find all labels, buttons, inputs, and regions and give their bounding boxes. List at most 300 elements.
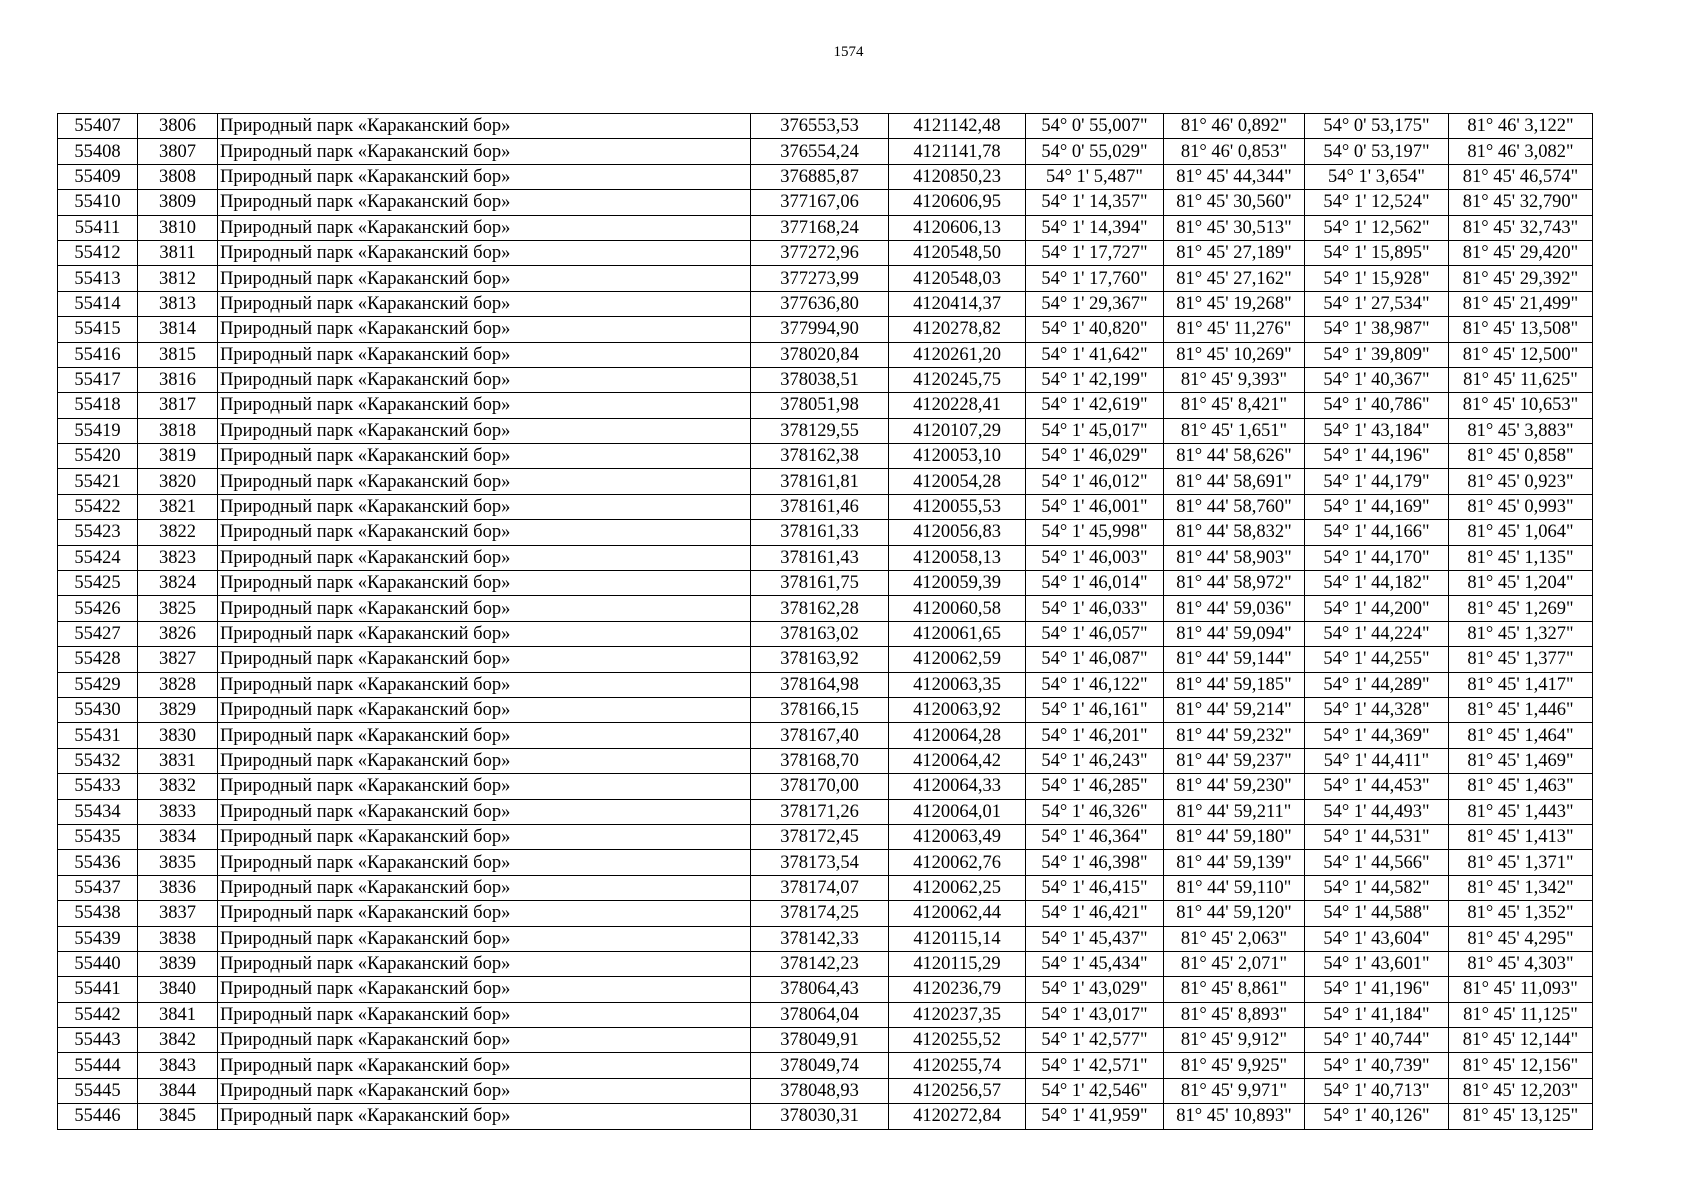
cell-latitude-2: 54° 1' 39,809": [1305, 342, 1449, 367]
cell-longitude-2: 81° 45' 1,327": [1449, 621, 1593, 646]
cell-row-number: 55424: [58, 545, 138, 570]
cell-coord-y: 4120062,76: [889, 850, 1026, 875]
cell-latitude-2: 54° 1' 12,562": [1305, 215, 1449, 240]
cell-latitude-2: 54° 1' 43,184": [1305, 418, 1449, 443]
cell-object-name: Природный парк «Караканский бор»: [218, 901, 751, 926]
cell-coord-y: 4120064,33: [889, 774, 1026, 799]
cell-latitude-2: 54° 1' 44,179": [1305, 469, 1449, 494]
cell-object-name: Природный парк «Караканский бор»: [218, 1028, 751, 1053]
cell-longitude-2: 81° 45' 13,125": [1449, 1104, 1593, 1129]
cell-coord-x: 378161,75: [751, 571, 889, 596]
cell-coord-x: 378167,40: [751, 723, 889, 748]
cell-coord-x: 378020,84: [751, 342, 889, 367]
cell-point-number: 3836: [138, 875, 218, 900]
cell-row-number: 55407: [58, 114, 138, 139]
table-row: [58, 647, 1593, 672]
cell-latitude-2: 54° 1' 41,196": [1305, 977, 1449, 1002]
cell-object-name: Природный парк «Караканский бор»: [218, 1002, 751, 1027]
cell-object-name: Природный парк «Караканский бор»: [218, 875, 751, 900]
page-number: 1574: [833, 44, 864, 60]
cell-longitude-1: 81° 45' 9,912": [1164, 1028, 1305, 1053]
cell-coord-y: 4120256,57: [889, 1078, 1026, 1103]
cell-coord-y: 4120063,49: [889, 824, 1026, 849]
cell-longitude-2: 81° 45' 1,352": [1449, 901, 1593, 926]
table-row: [58, 494, 1593, 519]
cell-longitude-1: 81° 44' 59,180": [1164, 824, 1305, 849]
cell-latitude-2: 54° 1' 40,739": [1305, 1053, 1449, 1078]
cell-object-name: Природный парк «Караканский бор»: [218, 647, 751, 672]
cell-latitude-2: 54° 1' 44,493": [1305, 799, 1449, 824]
cell-coord-y: 4120064,01: [889, 799, 1026, 824]
cell-longitude-2: 81° 45' 1,463": [1449, 774, 1593, 799]
cell-latitude-2: 54° 1' 44,369": [1305, 723, 1449, 748]
cell-row-number: 55425: [58, 571, 138, 596]
cell-row-number: 55412: [58, 240, 138, 265]
cell-longitude-1: 81° 44' 58,760": [1164, 494, 1305, 519]
cell-coord-x: 377272,96: [751, 240, 889, 265]
cell-coord-x: 378038,51: [751, 367, 889, 392]
table-row: [58, 596, 1593, 621]
cell-latitude-1: 54° 1' 14,357": [1026, 190, 1164, 215]
table-row: [58, 951, 1593, 976]
cell-longitude-2: 81° 46' 3,122": [1449, 114, 1593, 139]
cell-row-number: 55417: [58, 367, 138, 392]
cell-latitude-1: 54° 1' 42,546": [1026, 1078, 1164, 1103]
cell-longitude-1: 81° 44' 59,110": [1164, 875, 1305, 900]
cell-point-number: 3819: [138, 444, 218, 469]
cell-coord-y: 4120236,79: [889, 977, 1026, 1002]
cell-latitude-1: 54° 1' 46,012": [1026, 469, 1164, 494]
cell-point-number: 3813: [138, 291, 218, 316]
cell-coord-y: 4120850,23: [889, 164, 1026, 189]
cell-coord-x: 378142,23: [751, 951, 889, 976]
cell-longitude-1: 81° 45' 10,893": [1164, 1104, 1305, 1129]
cell-latitude-2: 54° 1' 12,524": [1305, 190, 1449, 215]
cell-longitude-2: 81° 45' 1,064": [1449, 520, 1593, 545]
cell-point-number: 3838: [138, 926, 218, 951]
cell-point-number: 3845: [138, 1104, 218, 1129]
cell-row-number: 55423: [58, 520, 138, 545]
cell-object-name: Природный парк «Караканский бор»: [218, 291, 751, 316]
cell-row-number: 55440: [58, 951, 138, 976]
cell-object-name: Природный парк «Караканский бор»: [218, 317, 751, 342]
cell-coord-x: 378161,46: [751, 494, 889, 519]
cell-longitude-1: 81° 45' 11,276": [1164, 317, 1305, 342]
table-row: [58, 317, 1593, 342]
cell-latitude-1: 54° 1' 46,122": [1026, 672, 1164, 697]
cell-point-number: 3810: [138, 215, 218, 240]
cell-latitude-1: 54° 1' 42,619": [1026, 393, 1164, 418]
cell-latitude-2: 54° 1' 44,255": [1305, 647, 1449, 672]
cell-latitude-1: 54° 1' 46,033": [1026, 596, 1164, 621]
table-row: [58, 672, 1593, 697]
cell-latitude-1: 54° 1' 42,577": [1026, 1028, 1164, 1053]
cell-row-number: 55439: [58, 926, 138, 951]
table-row: [58, 418, 1593, 443]
cell-point-number: 3820: [138, 469, 218, 494]
cell-latitude-1: 54° 1' 17,727": [1026, 240, 1164, 265]
cell-longitude-1: 81° 45' 9,393": [1164, 367, 1305, 392]
cell-longitude-2: 81° 45' 10,653": [1449, 393, 1593, 418]
cell-coord-x: 378162,38: [751, 444, 889, 469]
cell-longitude-1: 81° 44' 59,144": [1164, 647, 1305, 672]
cell-latitude-2: 54° 1' 44,582": [1305, 875, 1449, 900]
cell-longitude-1: 81° 44' 58,972": [1164, 571, 1305, 596]
cell-row-number: 55438: [58, 901, 138, 926]
cell-coord-y: 4120064,42: [889, 748, 1026, 773]
cell-latitude-1: 54° 1' 46,285": [1026, 774, 1164, 799]
table-row: [58, 571, 1593, 596]
cell-row-number: 55411: [58, 215, 138, 240]
cell-latitude-2: 54° 1' 40,126": [1305, 1104, 1449, 1129]
cell-latitude-1: 54° 1' 41,642": [1026, 342, 1164, 367]
cell-longitude-1: 81° 44' 59,214": [1164, 697, 1305, 722]
cell-point-number: 3807: [138, 139, 218, 164]
cell-latitude-2: 54° 1' 44,411": [1305, 748, 1449, 773]
cell-object-name: Природный парк «Караканский бор»: [218, 266, 751, 291]
cell-object-name: Природный парк «Караканский бор»: [218, 393, 751, 418]
cell-latitude-1: 54° 1' 43,017": [1026, 1002, 1164, 1027]
cell-longitude-1: 81° 44' 59,139": [1164, 850, 1305, 875]
cell-coord-y: 4120063,35: [889, 672, 1026, 697]
cell-point-number: 3825: [138, 596, 218, 621]
table-row: [58, 1104, 1593, 1129]
cell-object-name: Природный парк «Караканский бор»: [218, 1078, 751, 1103]
cell-row-number: 55431: [58, 723, 138, 748]
cell-point-number: 3843: [138, 1053, 218, 1078]
cell-latitude-1: 54° 1' 5,487": [1026, 164, 1164, 189]
cell-coord-x: 378163,92: [751, 647, 889, 672]
cell-latitude-2: 54° 1' 44,166": [1305, 520, 1449, 545]
cell-coord-y: 4120054,28: [889, 469, 1026, 494]
cell-object-name: Природный парк «Караканский бор»: [218, 723, 751, 748]
cell-latitude-1: 54° 1' 46,014": [1026, 571, 1164, 596]
cell-coord-y: 4120061,65: [889, 621, 1026, 646]
cell-longitude-2: 81° 45' 1,269": [1449, 596, 1593, 621]
cell-coord-x: 378170,00: [751, 774, 889, 799]
cell-point-number: 3829: [138, 697, 218, 722]
cell-longitude-1: 81° 45' 2,063": [1164, 926, 1305, 951]
cell-coord-y: 4120062,59: [889, 647, 1026, 672]
cell-latitude-1: 54° 1' 46,057": [1026, 621, 1164, 646]
cell-latitude-2: 54° 0' 53,197": [1305, 139, 1449, 164]
cell-coord-y: 4120107,29: [889, 418, 1026, 443]
cell-row-number: 55415: [58, 317, 138, 342]
cell-latitude-2: 54° 1' 27,534": [1305, 291, 1449, 316]
cell-row-number: 55422: [58, 494, 138, 519]
cell-coord-x: 377273,99: [751, 266, 889, 291]
cell-row-number: 55433: [58, 774, 138, 799]
cell-longitude-1: 81° 44' 59,211": [1164, 799, 1305, 824]
cell-row-number: 55445: [58, 1078, 138, 1103]
cell-longitude-1: 81° 45' 30,560": [1164, 190, 1305, 215]
cell-coord-y: 4120115,29: [889, 951, 1026, 976]
cell-coord-y: 4120055,53: [889, 494, 1026, 519]
cell-row-number: 55419: [58, 418, 138, 443]
cell-object-name: Природный парк «Караканский бор»: [218, 697, 751, 722]
cell-coord-x: 378164,98: [751, 672, 889, 697]
cell-coord-x: 378174,07: [751, 875, 889, 900]
cell-longitude-2: 81° 45' 1,464": [1449, 723, 1593, 748]
cell-longitude-2: 81° 45' 12,203": [1449, 1078, 1593, 1103]
cell-coord-y: 4120064,28: [889, 723, 1026, 748]
cell-row-number: 55427: [58, 621, 138, 646]
cell-longitude-2: 81° 45' 0,993": [1449, 494, 1593, 519]
cell-longitude-1: 81° 44' 59,094": [1164, 621, 1305, 646]
cell-latitude-2: 54° 1' 44,224": [1305, 621, 1449, 646]
cell-longitude-1: 81° 45' 8,421": [1164, 393, 1305, 418]
cell-coord-x: 377636,80: [751, 291, 889, 316]
cell-coord-y: 4120115,14: [889, 926, 1026, 951]
table-row: [58, 469, 1593, 494]
cell-longitude-2: 81° 45' 12,156": [1449, 1053, 1593, 1078]
cell-object-name: Природный парк «Караканский бор»: [218, 748, 751, 773]
table-row: [58, 1078, 1593, 1103]
cell-object-name: Природный парк «Караканский бор»: [218, 114, 751, 139]
table-row: [58, 266, 1593, 291]
cell-point-number: 3809: [138, 190, 218, 215]
cell-coord-x: 378049,91: [751, 1028, 889, 1053]
cell-longitude-1: 81° 45' 9,925": [1164, 1053, 1305, 1078]
cell-point-number: 3832: [138, 774, 218, 799]
cell-longitude-2: 81° 45' 1,204": [1449, 571, 1593, 596]
cell-row-number: 55409: [58, 164, 138, 189]
cell-point-number: 3841: [138, 1002, 218, 1027]
cell-object-name: Природный парк «Караканский бор»: [218, 672, 751, 697]
cell-latitude-1: 54° 1' 17,760": [1026, 266, 1164, 291]
table-row: [58, 926, 1593, 951]
cell-latitude-1: 54° 1' 46,001": [1026, 494, 1164, 519]
cell-row-number: 55437: [58, 875, 138, 900]
cell-point-number: 3806: [138, 114, 218, 139]
cell-longitude-1: 81° 45' 30,513": [1164, 215, 1305, 240]
cell-latitude-2: 54° 1' 38,987": [1305, 317, 1449, 342]
cell-object-name: Природный парк «Караканский бор»: [218, 1053, 751, 1078]
cell-coord-y: 4120414,37: [889, 291, 1026, 316]
cell-latitude-1: 54° 1' 29,367": [1026, 291, 1164, 316]
cell-coord-y: 4120245,75: [889, 367, 1026, 392]
cell-latitude-2: 54° 1' 44,182": [1305, 571, 1449, 596]
cell-longitude-1: 81° 45' 44,344": [1164, 164, 1305, 189]
cell-longitude-2: 81° 45' 29,392": [1449, 266, 1593, 291]
cell-latitude-1: 54° 1' 46,421": [1026, 901, 1164, 926]
cell-latitude-2: 54° 1' 40,367": [1305, 367, 1449, 392]
cell-latitude-1: 54° 1' 46,415": [1026, 875, 1164, 900]
cell-longitude-2: 81° 45' 13,508": [1449, 317, 1593, 342]
cell-row-number: 55436: [58, 850, 138, 875]
cell-coord-x: 377168,24: [751, 215, 889, 240]
cell-object-name: Природный парк «Караканский бор»: [218, 164, 751, 189]
cell-longitude-2: 81° 45' 1,417": [1449, 672, 1593, 697]
cell-object-name: Природный парк «Караканский бор»: [218, 596, 751, 621]
cell-longitude-1: 81° 45' 1,651": [1164, 418, 1305, 443]
cell-row-number: 55408: [58, 139, 138, 164]
cell-object-name: Природный парк «Караканский бор»: [218, 977, 751, 1002]
cell-longitude-2: 81° 45' 11,125": [1449, 1002, 1593, 1027]
cell-coord-x: 378171,26: [751, 799, 889, 824]
cell-row-number: 55444: [58, 1053, 138, 1078]
cell-object-name: Природный парк «Караканский бор»: [218, 240, 751, 265]
cell-latitude-2: 54° 1' 44,169": [1305, 494, 1449, 519]
cell-coord-x: 376554,24: [751, 139, 889, 164]
table-row: [58, 824, 1593, 849]
cell-point-number: 3824: [138, 571, 218, 596]
cell-object-name: Природный парк «Караканский бор»: [218, 774, 751, 799]
table-row: [58, 850, 1593, 875]
cell-latitude-1: 54° 1' 40,820": [1026, 317, 1164, 342]
cell-coord-x: 378048,93: [751, 1078, 889, 1103]
cell-latitude-2: 54° 1' 43,601": [1305, 951, 1449, 976]
cell-longitude-1: 81° 44' 59,036": [1164, 596, 1305, 621]
cell-latitude-2: 54° 1' 40,786": [1305, 393, 1449, 418]
cell-coord-y: 4120060,58: [889, 596, 1026, 621]
cell-latitude-2: 54° 1' 3,654": [1305, 164, 1449, 189]
cell-longitude-1: 81° 44' 59,237": [1164, 748, 1305, 773]
table-row: [58, 367, 1593, 392]
table-row: [58, 240, 1593, 265]
cell-latitude-1: 54° 1' 46,161": [1026, 697, 1164, 722]
table-row: [58, 393, 1593, 418]
cell-latitude-1: 54° 1' 14,394": [1026, 215, 1164, 240]
cell-longitude-1: 81° 44' 58,626": [1164, 444, 1305, 469]
cell-longitude-2: 81° 45' 11,093": [1449, 977, 1593, 1002]
cell-row-number: 55420: [58, 444, 138, 469]
cell-point-number: 3831: [138, 748, 218, 773]
cell-coord-y: 4120062,25: [889, 875, 1026, 900]
cell-object-name: Природный парк «Караканский бор»: [218, 621, 751, 646]
cell-coord-x: 378049,74: [751, 1053, 889, 1078]
cell-coord-x: 378129,55: [751, 418, 889, 443]
cell-coord-x: 377994,90: [751, 317, 889, 342]
cell-latitude-2: 54° 1' 15,928": [1305, 266, 1449, 291]
cell-longitude-2: 81° 45' 1,469": [1449, 748, 1593, 773]
cell-coord-y: 4120606,95: [889, 190, 1026, 215]
cell-object-name: Природный парк «Караканский бор»: [218, 850, 751, 875]
cell-object-name: Природный парк «Караканский бор»: [218, 342, 751, 367]
cell-object-name: Природный парк «Караканский бор»: [218, 190, 751, 215]
cell-row-number: 55443: [58, 1028, 138, 1053]
cell-row-number: 55435: [58, 824, 138, 849]
cell-object-name: Природный парк «Караканский бор»: [218, 1104, 751, 1129]
cell-longitude-2: 81° 45' 12,144": [1449, 1028, 1593, 1053]
cell-point-number: 3823: [138, 545, 218, 570]
cell-object-name: Природный парк «Караканский бор»: [218, 799, 751, 824]
cell-coord-y: 4120261,20: [889, 342, 1026, 367]
cell-latitude-1: 54° 1' 46,029": [1026, 444, 1164, 469]
cell-point-number: 3839: [138, 951, 218, 976]
cell-coord-x: 378161,33: [751, 520, 889, 545]
cell-longitude-1: 81° 44' 59,185": [1164, 672, 1305, 697]
cell-coord-x: 378064,04: [751, 1002, 889, 1027]
cell-point-number: 3835: [138, 850, 218, 875]
cell-point-number: 3833: [138, 799, 218, 824]
cell-latitude-2: 54° 1' 44,170": [1305, 545, 1449, 570]
cell-latitude-1: 54° 1' 45,017": [1026, 418, 1164, 443]
cell-longitude-2: 81° 45' 4,303": [1449, 951, 1593, 976]
cell-object-name: Природный парк «Караканский бор»: [218, 444, 751, 469]
cell-longitude-1: 81° 44' 58,903": [1164, 545, 1305, 570]
cell-longitude-1: 81° 44' 59,230": [1164, 774, 1305, 799]
cell-longitude-2: 81° 45' 0,923": [1449, 469, 1593, 494]
table-row: [58, 748, 1593, 773]
cell-latitude-2: 54° 1' 40,713": [1305, 1078, 1449, 1103]
cell-coord-x: 378064,43: [751, 977, 889, 1002]
cell-coord-x: 377167,06: [751, 190, 889, 215]
cell-coord-x: 376885,87: [751, 164, 889, 189]
cell-coord-y: 4120606,13: [889, 215, 1026, 240]
cell-longitude-1: 81° 45' 10,269": [1164, 342, 1305, 367]
cell-longitude-2: 81° 45' 21,499": [1449, 291, 1593, 316]
cell-row-number: 55426: [58, 596, 138, 621]
cell-coord-y: 4120278,82: [889, 317, 1026, 342]
cell-latitude-2: 54° 1' 44,196": [1305, 444, 1449, 469]
cell-coord-y: 4120228,41: [889, 393, 1026, 418]
cell-row-number: 55413: [58, 266, 138, 291]
table-row: [58, 901, 1593, 926]
cell-object-name: Природный парк «Караканский бор»: [218, 951, 751, 976]
cell-longitude-2: 81° 46' 3,082": [1449, 139, 1593, 164]
cell-row-number: 55446: [58, 1104, 138, 1129]
cell-coord-x: 378163,02: [751, 621, 889, 646]
table-row: [58, 291, 1593, 316]
cell-longitude-1: 81° 45' 9,971": [1164, 1078, 1305, 1103]
cell-point-number: 3842: [138, 1028, 218, 1053]
cell-latitude-1: 54° 1' 46,003": [1026, 545, 1164, 570]
cell-coord-x: 378142,33: [751, 926, 889, 951]
cell-coord-y: 4120237,35: [889, 1002, 1026, 1027]
cell-longitude-2: 81° 45' 3,883": [1449, 418, 1593, 443]
cell-longitude-2: 81° 45' 1,371": [1449, 850, 1593, 875]
cell-latitude-2: 54° 1' 44,453": [1305, 774, 1449, 799]
cell-coord-x: 378168,70: [751, 748, 889, 773]
cell-point-number: 3808: [138, 164, 218, 189]
cell-longitude-1: 81° 45' 27,189": [1164, 240, 1305, 265]
cell-longitude-2: 81° 45' 12,500": [1449, 342, 1593, 367]
cell-latitude-1: 54° 1' 45,434": [1026, 951, 1164, 976]
cell-longitude-2: 81° 45' 1,443": [1449, 799, 1593, 824]
cell-row-number: 55414: [58, 291, 138, 316]
cell-point-number: 3818: [138, 418, 218, 443]
cell-row-number: 55432: [58, 748, 138, 773]
cell-longitude-1: 81° 44' 58,832": [1164, 520, 1305, 545]
cell-latitude-2: 54° 1' 44,531": [1305, 824, 1449, 849]
cell-point-number: 3834: [138, 824, 218, 849]
cell-object-name: Природный парк «Караканский бор»: [218, 367, 751, 392]
cell-row-number: 55429: [58, 672, 138, 697]
cell-object-name: Природный парк «Караканский бор»: [218, 545, 751, 570]
cell-latitude-1: 54° 1' 46,087": [1026, 647, 1164, 672]
cell-row-number: 55418: [58, 393, 138, 418]
cell-point-number: 3814: [138, 317, 218, 342]
cell-longitude-2: 81° 45' 1,377": [1449, 647, 1593, 672]
cell-longitude-1: 81° 46' 0,892": [1164, 114, 1305, 139]
cell-longitude-1: 81° 44' 59,232": [1164, 723, 1305, 748]
cell-coord-y: 4120059,39: [889, 571, 1026, 596]
table-row: [58, 215, 1593, 240]
cell-coord-y: 4120053,10: [889, 444, 1026, 469]
cell-point-number: 3826: [138, 621, 218, 646]
cell-coord-y: 4120548,50: [889, 240, 1026, 265]
cell-longitude-2: 81° 45' 46,574": [1449, 164, 1593, 189]
cell-row-number: 55421: [58, 469, 138, 494]
table-row: [58, 520, 1593, 545]
cell-coord-x: 376553,53: [751, 114, 889, 139]
cell-latitude-1: 54° 1' 45,998": [1026, 520, 1164, 545]
cell-coord-y: 4120058,13: [889, 545, 1026, 570]
cell-row-number: 55441: [58, 977, 138, 1002]
cell-latitude-2: 54° 1' 41,184": [1305, 1002, 1449, 1027]
cell-longitude-2: 81° 45' 1,413": [1449, 824, 1593, 849]
